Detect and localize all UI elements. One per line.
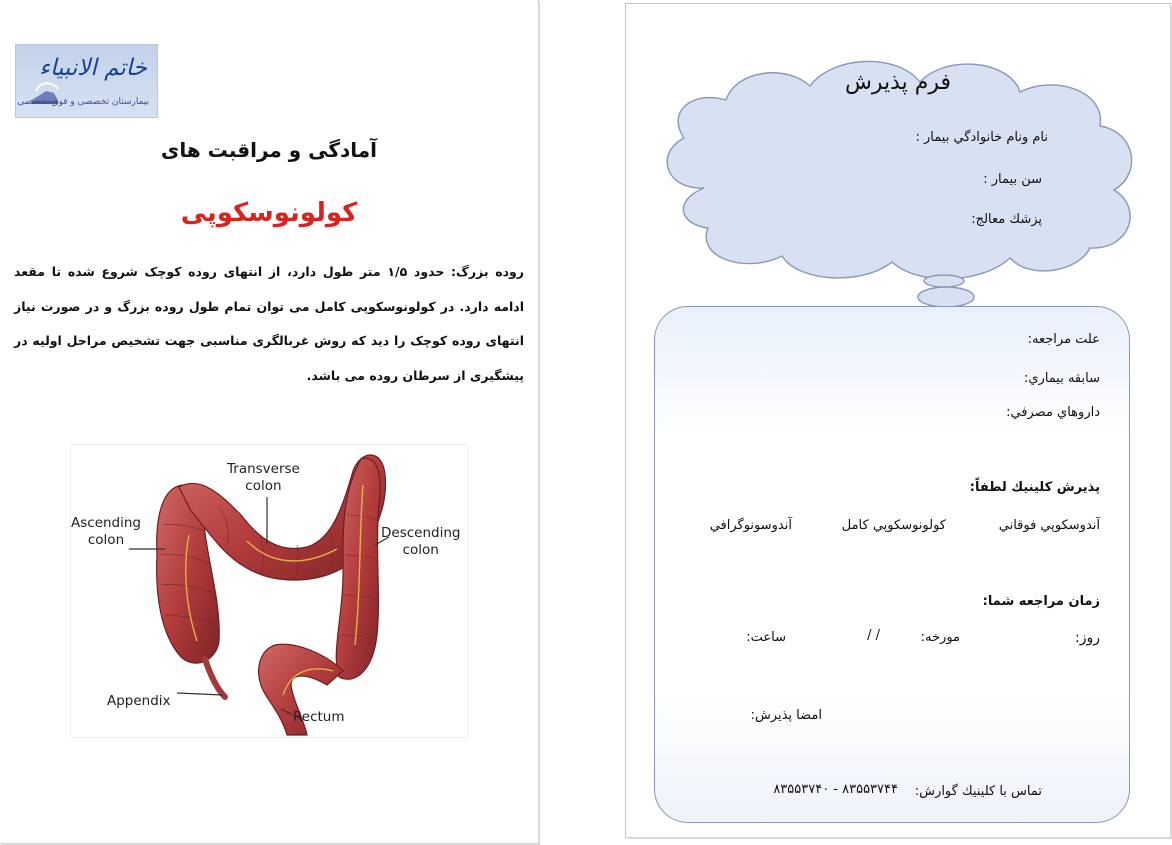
label-transverse-line1: Transverse [227,461,300,477]
label-descending-line2: colon [402,542,439,558]
signature-label: امضا پذيرش: [750,708,822,723]
procedure-endosonography: آندوسونوگرافي [709,518,792,533]
logo-main-text: خاتم الانبیاء [39,55,147,81]
clinic-heading: پذيرش كلينيك لطفاً: [969,480,1100,495]
time-label: ساعت: [746,630,786,645]
field-drugs: داروهاي مصرفي: [1006,405,1100,420]
label-ascending-line2: colon [87,532,125,548]
colon-anatomy-figure [70,444,468,738]
procedure-colonoscopy: كولونوسكوپي كامل [841,518,946,533]
label-transverse-line2: colon [245,478,282,494]
date-slashes: / / [867,628,880,643]
contact-label: تماس با كلينيك گوارش: [914,784,1042,799]
field-patient-name: نام ونام خانوادگي بيمار : [915,130,1048,145]
field-doctor: پزشك معالج: [971,212,1042,227]
time-heading: زمان مراجعه شما: [982,594,1100,609]
title-line-1: آمادگی و مراقبت های [160,138,377,162]
label-ascending-line1: Ascending [71,515,141,531]
logo-sub-text: بیمارستان تخصصی و فوق تخصصی [17,97,149,107]
label-descending-line1: Descending [381,525,461,541]
field-reason: علت مراجعه: [1027,332,1100,347]
label-ascending-colon [71,515,141,549]
label-transverse-colon [227,461,300,495]
title-colonoscopy: کولونوسکوپی [180,198,358,228]
label-appendix: Appendix [107,693,171,709]
field-history: سابقه بيماري: [1023,371,1100,386]
cloud-shape [626,4,1170,314]
day-label: روز: [1075,630,1100,646]
hospital-logo [15,44,158,118]
contact-numbers: ۸۳۵۵۳۷۴۰ - ۸۳۵۵۳۷۴۴ [773,782,898,797]
form-title: فرم پذیرش [844,70,952,95]
procedure-upper-endoscopy: آندوسكوپي فوقاني [998,518,1100,533]
left-panel-colonoscopy-info [0,0,538,843]
field-patient-age: سن بيمار : [983,172,1042,187]
right-panel-admission-form [626,4,1170,837]
label-descending-colon [381,525,460,559]
label-rectum: Rectum [293,709,345,725]
date-label: مورخه: [920,630,960,645]
colon-description-paragraph: روده بزرگ: حدود ۱/۵ متر طول دارد، از انتهای روده کوچک شروع شده تا مقعد ادامه دارد. در کولونوسکوپی کامل می توان تمام طول روده بزرگ و در صورت نیاز انتهای روده کوچک را دید که روش غربالگری مناسبی جهت تشخیص مراحل اولیه در پیشگیری از سرطان روده می باشد. [14,264,525,383]
